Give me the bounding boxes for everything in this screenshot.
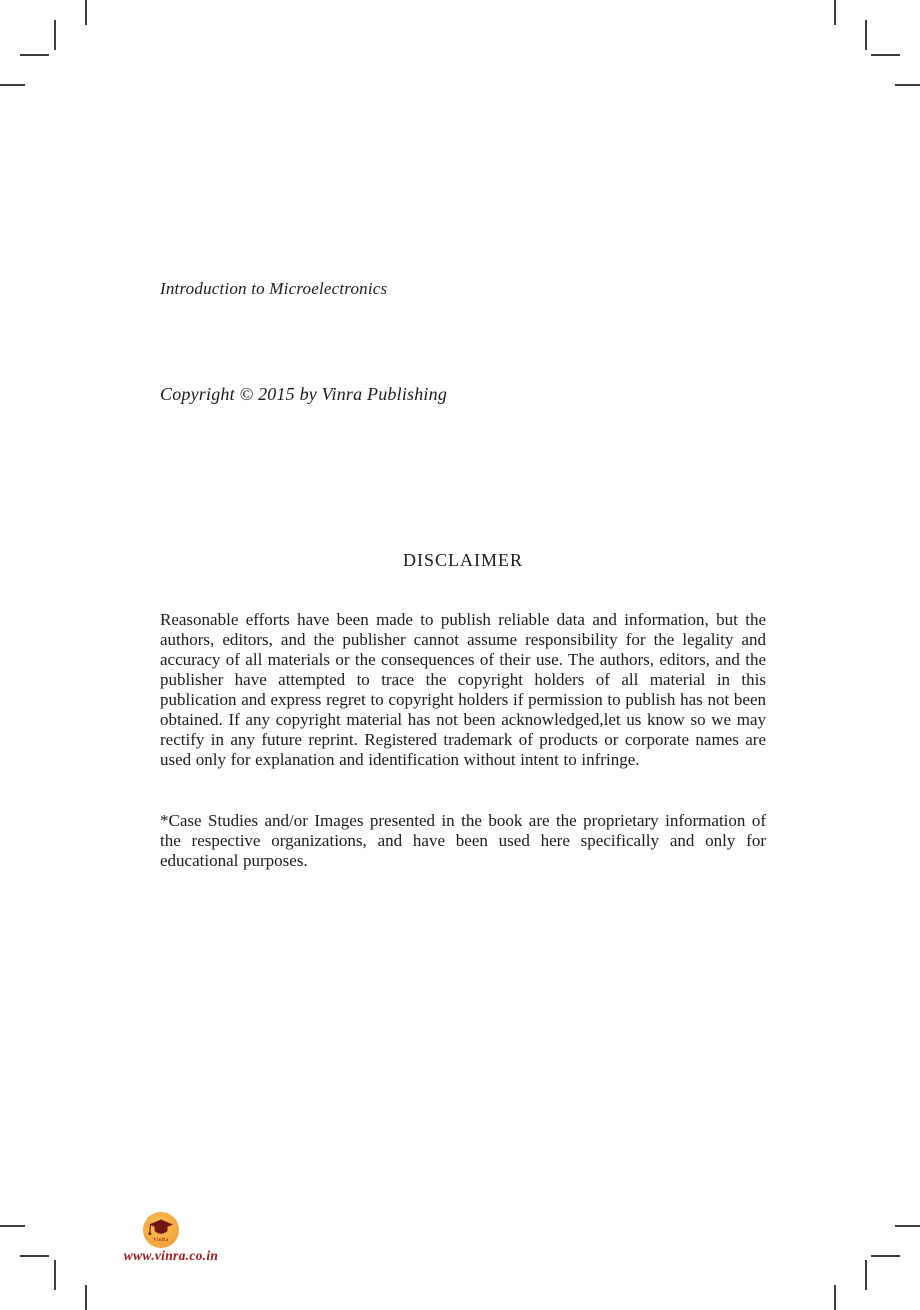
disclaimer-heading: DISCLAIMER	[402, 550, 523, 570]
book-title: Introduction to Microelectronics	[160, 279, 388, 298]
crop-mark	[871, 1255, 900, 1257]
crop-mark	[20, 54, 49, 56]
crop-mark	[0, 1225, 25, 1227]
crop-mark	[20, 1255, 49, 1257]
crop-mark	[54, 20, 56, 50]
crop-mark	[54, 1260, 56, 1290]
case-studies-note: *Case Studies and/or Images presented in the book are the proprietary information of the respective organizations, and have been used here specifically and only for educational purposes.	[160, 811, 766, 870]
copyright-line: Copyright © 2015 by Vinra Publishing	[160, 384, 448, 404]
crop-mark	[0, 84, 25, 86]
crop-mark	[85, 1285, 87, 1310]
publisher-logo	[143, 1212, 179, 1248]
crop-mark	[895, 1225, 920, 1227]
crop-mark	[865, 20, 867, 50]
crop-mark	[871, 54, 900, 56]
publisher-website: www.vinra.co.in	[123, 1248, 219, 1263]
crop-mark	[895, 84, 920, 86]
crop-mark	[834, 1285, 836, 1310]
disclaimer-paragraph: Reasonable efforts have been made to publish reliable data and information, but the authors, editors, and the publisher cannot assume responsibility for the legality and accuracy of all materials or the consequences of their use. The authors, editors, and the publisher have attempted to trace the copyright holders of all material in this publication and express regret to copyright holders if permission to publish has not been obtained. If any copyright material has not been acknowledged,let us know so we may rectify in any future reprint. Registered trademark of products or corporate names are used only for explanation and identification without intent to infringe.	[160, 610, 766, 769]
crop-mark	[85, 0, 87, 25]
crop-mark	[834, 0, 836, 25]
crop-mark	[865, 1260, 867, 1290]
logo-text: VinRa	[153, 1238, 169, 1243]
